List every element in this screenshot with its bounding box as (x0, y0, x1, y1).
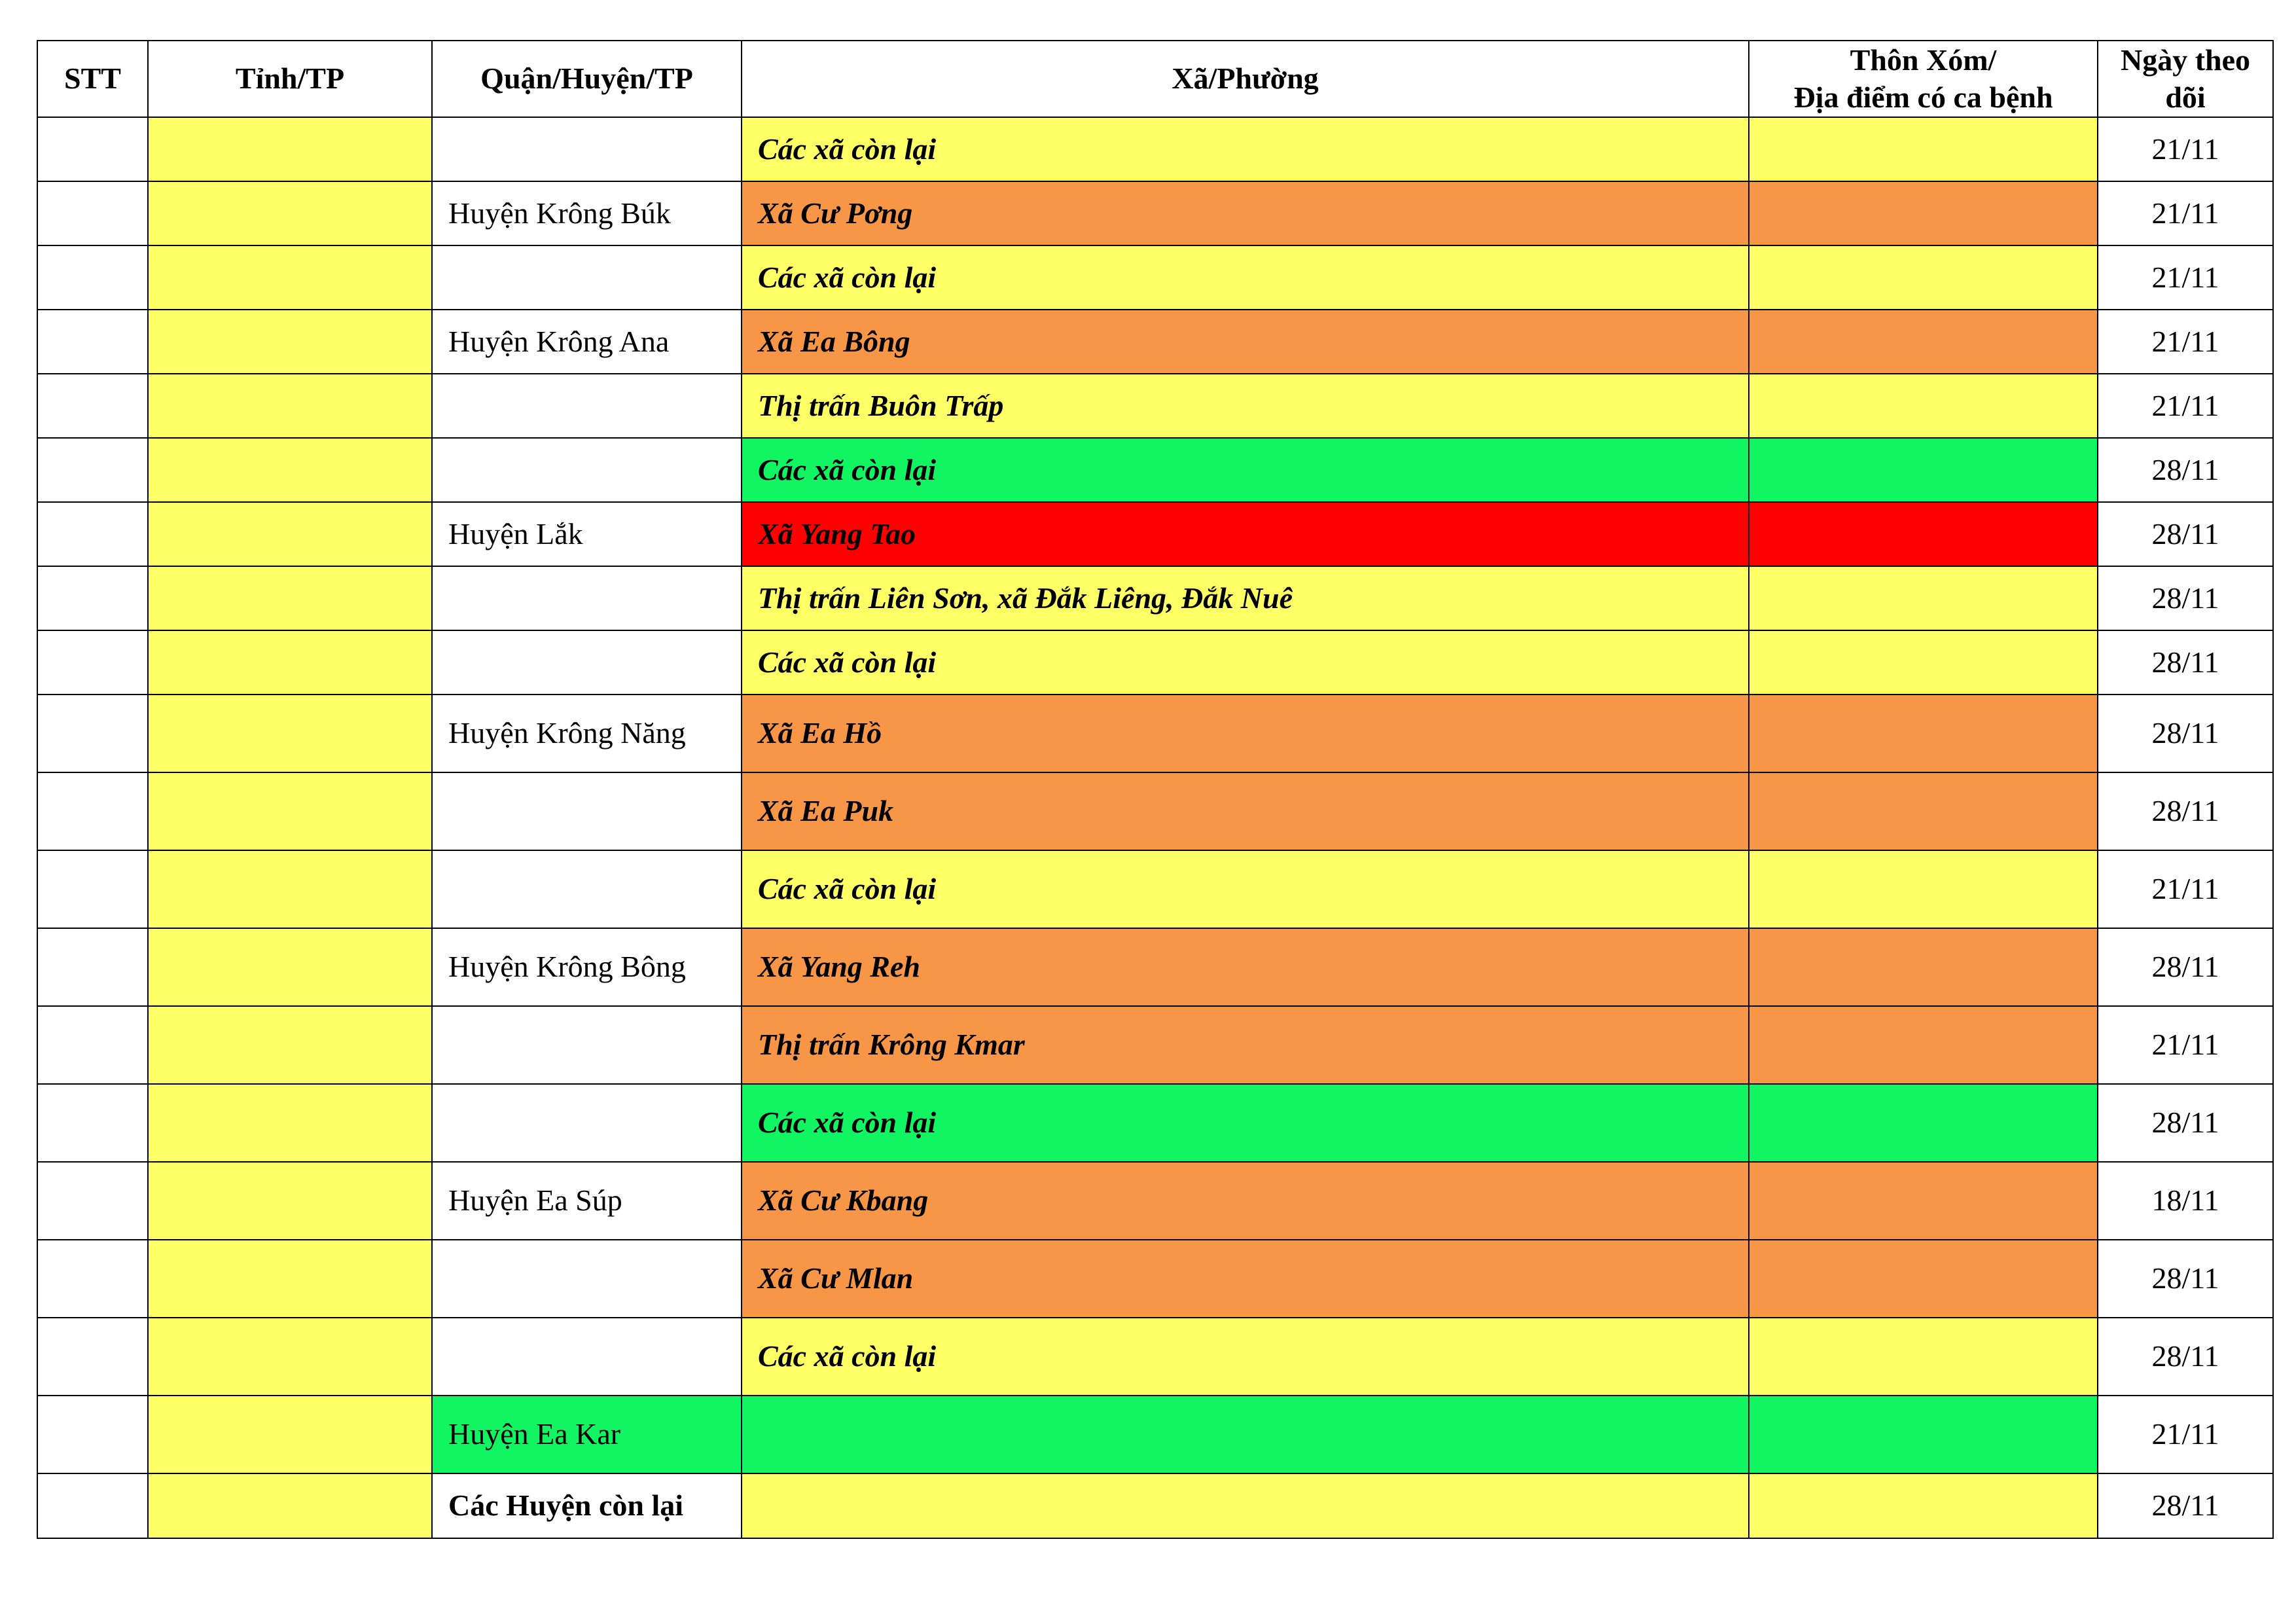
province-cell (148, 928, 432, 1006)
commune-cell: Xã Ea Puk (742, 772, 1749, 850)
province-cell (148, 117, 432, 181)
province-cell (148, 1473, 432, 1538)
province-cell (148, 438, 432, 502)
province-cell (148, 502, 432, 566)
stt-cell (37, 245, 148, 310)
hamlet-cell (1749, 850, 2098, 928)
header-hamlet-line-1: Thôn Xóm/ (1850, 43, 1997, 77)
hamlet-cell (1749, 1084, 2098, 1162)
tracking-table (37, 40, 2274, 1539)
commune-cell: Xã Ea Hồ (742, 695, 1749, 772)
stt-cell (37, 181, 148, 245)
commune-cell: Xã Cư Pơng (742, 181, 1749, 245)
stt-cell (37, 630, 148, 695)
commune-cell: Xã Cư Kbang (742, 1162, 1749, 1240)
stt-cell (37, 438, 148, 502)
province-cell (148, 772, 432, 850)
stt-cell (37, 1162, 148, 1240)
stt-cell (37, 772, 148, 850)
district-cell (432, 566, 742, 630)
district-cell (432, 850, 742, 928)
province-cell (148, 1006, 432, 1084)
stt-cell (37, 1084, 148, 1162)
table-header (37, 41, 2273, 117)
date-cell: 21/11 (2098, 1006, 2273, 1084)
table-row (37, 1240, 2273, 1318)
date-cell: 18/11 (2098, 1162, 2273, 1240)
province-cell (148, 1084, 432, 1162)
district-cell: Huyện Lắk (432, 502, 742, 566)
district-cell (432, 1006, 742, 1084)
province-cell (148, 1162, 432, 1240)
date-cell: 28/11 (2098, 1084, 2273, 1162)
district-cell (432, 1084, 742, 1162)
table-row (37, 1006, 2273, 1084)
table-row (37, 1084, 2273, 1162)
date-cell: 28/11 (2098, 695, 2273, 772)
district-cell: Huyện Krông Ana (432, 310, 742, 374)
hamlet-cell (1749, 1240, 2098, 1318)
table-row (37, 181, 2273, 245)
hamlet-cell (1749, 566, 2098, 630)
district-cell: Huyện Ea Kar (432, 1396, 742, 1473)
hamlet-cell (1749, 502, 2098, 566)
stt-cell (37, 374, 148, 438)
province-cell (148, 1396, 432, 1473)
table-row (37, 310, 2273, 374)
date-cell: 28/11 (2098, 1240, 2273, 1318)
province-cell (148, 630, 432, 695)
table-row (37, 1162, 2273, 1240)
province-cell (148, 310, 432, 374)
commune-cell: Thị trấn Liên Sơn, xã Đắk Liêng, Đắk Nuê (742, 566, 1749, 630)
district-cell (432, 245, 742, 310)
commune-cell: Thị trấn Krông Kmar (742, 1006, 1749, 1084)
province-cell (148, 181, 432, 245)
province-cell (148, 1318, 432, 1396)
date-cell: 28/11 (2098, 1473, 2273, 1538)
header-province: Tỉnh/TP (148, 41, 432, 117)
commune-cell: Xã Cư Mlan (742, 1240, 1749, 1318)
stt-cell (37, 1473, 148, 1538)
date-cell: 28/11 (2098, 1318, 2273, 1396)
stt-cell (37, 850, 148, 928)
header-stt: STT (37, 41, 148, 117)
hamlet-cell (1749, 438, 2098, 502)
header-commune: Xã/Phường (742, 41, 1749, 117)
table-row (37, 374, 2273, 438)
header-date-line-2: dõi (2165, 80, 2206, 114)
stt-cell (37, 117, 148, 181)
stt-cell (37, 1318, 148, 1396)
table-row (37, 928, 2273, 1006)
stt-cell (37, 566, 148, 630)
province-cell (148, 566, 432, 630)
header-date (2098, 41, 2273, 117)
table-row (37, 1396, 2273, 1473)
header-row (37, 41, 2273, 117)
table-row (37, 502, 2273, 566)
stt-cell (37, 310, 148, 374)
hamlet-cell (1749, 695, 2098, 772)
hamlet-cell (1749, 117, 2098, 181)
table-row (37, 438, 2273, 502)
stt-cell (37, 1240, 148, 1318)
hamlet-cell (1749, 772, 2098, 850)
hamlet-cell (1749, 1162, 2098, 1240)
commune-cell: Các xã còn lại (742, 245, 1749, 310)
district-cell (432, 630, 742, 695)
stt-cell (37, 502, 148, 566)
table-row (37, 695, 2273, 772)
province-cell (148, 850, 432, 928)
province-cell (148, 1240, 432, 1318)
district-cell: Huyện Ea Súp (432, 1162, 742, 1240)
hamlet-cell (1749, 1396, 2098, 1473)
table-row (37, 772, 2273, 850)
province-cell (148, 374, 432, 438)
header-date-line-1: Ngày theo (2120, 43, 2251, 77)
date-cell: 21/11 (2098, 850, 2273, 928)
date-cell: 28/11 (2098, 566, 2273, 630)
date-cell: 21/11 (2098, 181, 2273, 245)
commune-cell: Thị trấn Buôn Trấp (742, 374, 1749, 438)
table-row (37, 630, 2273, 695)
hamlet-cell (1749, 630, 2098, 695)
commune-cell: Các xã còn lại (742, 1084, 1749, 1162)
header-hamlet-line-2: Địa điểm có ca bệnh (1793, 80, 2053, 114)
table-row (37, 117, 2273, 181)
hamlet-cell (1749, 1318, 2098, 1396)
commune-cell: Các xã còn lại (742, 1318, 1749, 1396)
hamlet-cell (1749, 1473, 2098, 1538)
date-cell: 21/11 (2098, 310, 2273, 374)
province-cell (148, 245, 432, 310)
commune-cell: Các xã còn lại (742, 117, 1749, 181)
hamlet-cell (1749, 374, 2098, 438)
district-cell (432, 1240, 742, 1318)
commune-cell (742, 1396, 1749, 1473)
district-cell: Huyện Krông Năng (432, 695, 742, 772)
table-body (37, 117, 2273, 1538)
hamlet-cell (1749, 310, 2098, 374)
commune-cell: Các xã còn lại (742, 438, 1749, 502)
district-cell (432, 438, 742, 502)
date-cell: 21/11 (2098, 117, 2273, 181)
date-cell: 28/11 (2098, 502, 2273, 566)
table-row (37, 1473, 2273, 1538)
district-cell: Các Huyện còn lại (432, 1473, 742, 1538)
table-row (37, 566, 2273, 630)
commune-cell: Xã Yang Reh (742, 928, 1749, 1006)
table-row (37, 245, 2273, 310)
date-cell: 21/11 (2098, 245, 2273, 310)
date-cell: 28/11 (2098, 928, 2273, 1006)
hamlet-cell (1749, 245, 2098, 310)
date-cell: 28/11 (2098, 438, 2273, 502)
province-cell (148, 695, 432, 772)
commune-cell: Các xã còn lại (742, 850, 1749, 928)
hamlet-cell (1749, 181, 2098, 245)
commune-cell (742, 1473, 1749, 1538)
stt-cell (37, 1396, 148, 1473)
district-cell (432, 374, 742, 438)
district-cell: Huyện Krông Búk (432, 181, 742, 245)
district-cell (432, 772, 742, 850)
commune-cell: Xã Ea Bông (742, 310, 1749, 374)
header-district: Quận/Huyện/TP (432, 41, 742, 117)
table-row (37, 1318, 2273, 1396)
date-cell: 21/11 (2098, 1396, 2273, 1473)
stt-cell (37, 1006, 148, 1084)
district-cell (432, 1318, 742, 1396)
header-hamlet (1749, 41, 2098, 117)
hamlet-cell (1749, 1006, 2098, 1084)
table-row (37, 850, 2273, 928)
commune-cell: Xã Yang Tao (742, 502, 1749, 566)
commune-cell: Các xã còn lại (742, 630, 1749, 695)
date-cell: 28/11 (2098, 630, 2273, 695)
stt-cell (37, 695, 148, 772)
stt-cell (37, 928, 148, 1006)
date-cell: 28/11 (2098, 772, 2273, 850)
district-cell (432, 117, 742, 181)
date-cell: 21/11 (2098, 374, 2273, 438)
district-cell: Huyện Krông Bông (432, 928, 742, 1006)
hamlet-cell (1749, 928, 2098, 1006)
